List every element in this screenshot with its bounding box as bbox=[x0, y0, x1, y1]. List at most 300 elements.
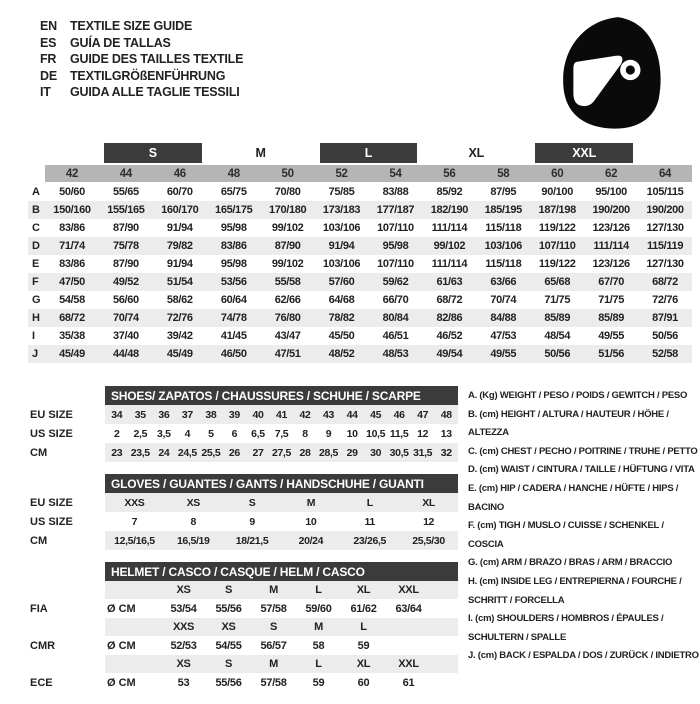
shoes-cell: 10,5 bbox=[366, 427, 386, 440]
measurement-cell: 48/53 bbox=[382, 348, 409, 360]
measurement-cell: 39/42 bbox=[166, 330, 193, 342]
measurement-cell: 45/49 bbox=[166, 348, 193, 360]
gloves-row-band bbox=[105, 531, 458, 550]
shoes-cell: 34 bbox=[111, 408, 123, 421]
numeric-size-cell: 42 bbox=[45, 165, 99, 182]
gloves-cell: 23/26,5 bbox=[353, 534, 387, 547]
measurement-cell: 107/110 bbox=[377, 222, 414, 234]
gloves-row-label: EU SIZE bbox=[30, 496, 73, 509]
shoes-row bbox=[30, 443, 458, 462]
measurement-cell: 49/55 bbox=[490, 348, 517, 360]
measurement-cell: 74/78 bbox=[220, 312, 247, 324]
gloves-cell: XS bbox=[186, 496, 200, 509]
measurement-cell: 82/86 bbox=[436, 312, 463, 324]
racing-helmet-icon bbox=[554, 12, 668, 132]
helmet-size-cell: XXS bbox=[172, 621, 195, 633]
measurement-cell: 63/66 bbox=[490, 276, 517, 288]
measurement-cell: 91/94 bbox=[166, 222, 193, 234]
measurement-cell: 190/200 bbox=[646, 204, 684, 216]
measurement-cell: 50/56 bbox=[652, 330, 678, 342]
gloves-row bbox=[30, 493, 458, 512]
shoes-cell: 30,5 bbox=[389, 446, 409, 459]
measurement-cell: 99/102 bbox=[271, 258, 304, 270]
measurement-cell: 50/56 bbox=[544, 348, 571, 360]
measurement-cell: 43/47 bbox=[274, 330, 301, 342]
shoes-cell: 27,5 bbox=[271, 446, 291, 459]
shoes-cell: 2,5 bbox=[133, 427, 148, 440]
helmet-value-cell: 61/62 bbox=[350, 602, 377, 615]
language-code: FR bbox=[40, 52, 57, 66]
measurement-cell: 70/74 bbox=[112, 312, 139, 324]
bottom-tables bbox=[30, 386, 458, 704]
measurement-cell: 55/58 bbox=[274, 276, 301, 288]
gloves-row-label: US SIZE bbox=[30, 515, 73, 528]
measurement-row bbox=[28, 237, 692, 255]
numeric-size-cell: 50 bbox=[261, 165, 315, 182]
measurement-cell: 51/54 bbox=[166, 276, 193, 288]
shoes-cell: 41 bbox=[275, 408, 287, 421]
shoes-cell: 23,5 bbox=[130, 446, 150, 459]
measurement-row-label: A bbox=[32, 186, 40, 198]
measurement-row bbox=[28, 219, 692, 237]
numeric-size-cell: 48 bbox=[207, 165, 261, 182]
helmet-values-band bbox=[105, 636, 458, 655]
helmet-value-cell: 55/56 bbox=[215, 676, 242, 689]
language-row bbox=[40, 18, 243, 35]
shoes-cell: 13 bbox=[440, 427, 452, 440]
numeric-size-cell: 52 bbox=[315, 165, 369, 182]
measurement-cell: 68/72 bbox=[652, 276, 678, 288]
helmet-row-filler bbox=[431, 581, 458, 599]
measurement-row-label: D bbox=[32, 240, 40, 252]
helmet-sizes-row bbox=[30, 618, 458, 636]
measurement-cell: 103/106 bbox=[322, 222, 361, 234]
measurement-cell: 71/75 bbox=[598, 294, 624, 306]
measurement-cell: 87/91 bbox=[652, 312, 678, 324]
measurement-cell: 111/114 bbox=[431, 258, 468, 270]
language-label: TEXTILGRÖßENFÜHRUNG bbox=[70, 68, 226, 83]
shoes-cell: 8 bbox=[302, 427, 308, 440]
shoes-cell: 35 bbox=[134, 408, 146, 421]
helmet-value-cell: 57/58 bbox=[260, 602, 287, 615]
language-label: TEXTILE SIZE GUIDE bbox=[70, 19, 193, 33]
helmet-unit-label: Ø CM bbox=[107, 639, 136, 652]
helmet-sizes-row bbox=[30, 581, 458, 599]
helmet-unit-label: Ø CM bbox=[107, 676, 136, 689]
measurement-cell: 103/106 bbox=[484, 240, 522, 252]
measurement-cell: 70/74 bbox=[490, 294, 517, 306]
measurement-cell: 72/76 bbox=[652, 294, 678, 306]
shoes-cell: 25,5 bbox=[201, 446, 221, 459]
measurement-cell: 47/50 bbox=[59, 276, 85, 288]
helmet-sizes-row-label bbox=[30, 618, 105, 636]
gloves-row-band bbox=[105, 493, 458, 512]
gloves-cell: 9 bbox=[249, 515, 255, 528]
measurement-cell: 49/52 bbox=[112, 276, 139, 288]
shoes-cell: 36 bbox=[158, 408, 170, 421]
measurement-cell: 57/60 bbox=[328, 276, 355, 288]
measurement-row-label: G bbox=[32, 294, 41, 306]
gloves-cell: 11 bbox=[364, 515, 375, 528]
measurement-cell: 49/55 bbox=[598, 330, 624, 342]
shoes-cell: 23 bbox=[111, 446, 123, 459]
measurement-cell: 52/58 bbox=[652, 348, 678, 360]
measurement-cell: 67/70 bbox=[598, 276, 624, 288]
measurement-cell: 150/160 bbox=[53, 204, 91, 216]
helmet-sizes-row-label bbox=[30, 655, 105, 673]
helmet-size-cell: M bbox=[269, 658, 278, 670]
measurement-cell: 173/183 bbox=[322, 204, 361, 216]
shoes-cell: 4 bbox=[184, 427, 191, 440]
measurement-cell: 44/48 bbox=[112, 348, 139, 360]
shoes-cell: 43 bbox=[323, 408, 335, 421]
size-letters-row bbox=[28, 143, 692, 163]
shoes-cell: 47 bbox=[417, 408, 429, 421]
measurement-cell: 85/89 bbox=[598, 312, 624, 324]
shoes-row bbox=[30, 424, 458, 443]
measurement-cell: 80/84 bbox=[382, 312, 409, 324]
measurement-cell: 107/110 bbox=[377, 258, 414, 270]
measurement-cell: 91/94 bbox=[166, 258, 193, 270]
numeric-size-cell: 44 bbox=[99, 165, 153, 182]
shoes-row-band bbox=[105, 424, 458, 443]
measurement-cell: 35/38 bbox=[59, 330, 85, 342]
measurement-cell: 99/102 bbox=[433, 240, 466, 252]
measurement-cell: 95/98 bbox=[382, 240, 409, 252]
gloves-table bbox=[30, 474, 458, 550]
measurement-row bbox=[28, 183, 692, 201]
shoes-row-label: EU SIZE bbox=[30, 408, 73, 421]
measurement-cell: 127/130 bbox=[646, 258, 684, 270]
measurement-cell: 95/98 bbox=[220, 222, 247, 234]
measurement-row bbox=[28, 309, 692, 327]
measurement-cell: 62/66 bbox=[274, 294, 301, 306]
measurement-cell: 53/56 bbox=[220, 276, 247, 288]
helmet-standard-label: FIA bbox=[30, 602, 48, 615]
measurement-cell: 111/114 bbox=[593, 240, 629, 252]
measurement-cell: 177/187 bbox=[376, 204, 415, 216]
measurement-cell: 165/175 bbox=[215, 204, 253, 216]
shoes-cell: 6 bbox=[231, 427, 238, 440]
helmet-size-cell: M bbox=[269, 584, 278, 596]
helmet-row-filler bbox=[431, 673, 458, 692]
shoes-cell: 44 bbox=[346, 408, 358, 421]
helmet-table-title: HELMET / CASCO / CASQUE / HELM / CASCO bbox=[105, 562, 458, 581]
measurement-cell: 70/80 bbox=[274, 186, 301, 198]
legend-item: J. (cm) BACK / ESPALDA / DOS / ZURÜCK / INDIETRO bbox=[468, 650, 699, 662]
shoes-cell: 32 bbox=[440, 446, 452, 459]
helmet-value-cell: 63/64 bbox=[395, 602, 422, 615]
shoes-cell: 29 bbox=[346, 446, 358, 459]
numeric-size-cell: 60 bbox=[530, 165, 584, 182]
helmet-size-cell: XL bbox=[356, 658, 371, 670]
helmet-size-cell: S bbox=[224, 658, 233, 670]
measurement-cell: 119/122 bbox=[538, 222, 576, 234]
measurement-cell: 91/94 bbox=[328, 240, 355, 252]
gloves-cell: XXS bbox=[124, 496, 145, 509]
helmet-unit-spacer bbox=[105, 618, 161, 636]
measurement-cell: 170/180 bbox=[268, 204, 307, 216]
measurement-cell: 65/68 bbox=[544, 276, 571, 288]
shoes-cell: 7,5 bbox=[274, 427, 289, 440]
measurement-cell: 75/85 bbox=[328, 186, 355, 198]
shoes-cell: 10 bbox=[346, 427, 358, 440]
numeric-sizes-row bbox=[28, 165, 692, 182]
measurement-cell: 56/60 bbox=[112, 294, 139, 306]
legend-item: F. (cm) TIGH / MUSLO / CUISSE / SCHENKEL / COSCIA bbox=[468, 520, 664, 550]
shoes-cell: 28,5 bbox=[319, 446, 339, 459]
measurement-cell: 60/70 bbox=[166, 186, 193, 198]
helmet-size-table bbox=[30, 562, 458, 692]
helmet-values-row bbox=[30, 673, 458, 692]
helmet-size-cell: L bbox=[315, 584, 322, 596]
shoes-cell: 45 bbox=[370, 408, 382, 421]
measurement-cell: 76/80 bbox=[274, 312, 301, 324]
helmet-value-cell: 59 bbox=[357, 639, 370, 652]
measurement-cell: 51/56 bbox=[598, 348, 624, 360]
measurement-cell: 72/76 bbox=[166, 312, 193, 324]
measurement-row bbox=[28, 255, 692, 273]
measurement-cell: 45/49 bbox=[59, 348, 85, 360]
shoes-cell: 5 bbox=[208, 427, 214, 440]
measurement-cell: 155/165 bbox=[107, 204, 145, 216]
numeric-size-cell: 56 bbox=[422, 165, 476, 182]
measurement-row bbox=[28, 273, 692, 291]
measurement-legend bbox=[468, 387, 700, 666]
helmet-value-cell: 59/60 bbox=[305, 602, 332, 615]
language-label: GUIDE DES TAILLES TEXTILE bbox=[70, 52, 244, 66]
measurement-row bbox=[28, 345, 692, 363]
shoes-cell: 6,5 bbox=[251, 427, 265, 440]
helmet-size-cell: L bbox=[360, 621, 367, 633]
gloves-row-band bbox=[105, 512, 458, 531]
helmet-size-cell: XS bbox=[176, 584, 191, 596]
measurement-cell: 123/126 bbox=[592, 222, 630, 234]
size-group-label: S bbox=[104, 143, 202, 163]
helmet-unit-spacer bbox=[105, 581, 161, 599]
helmet-row-filler bbox=[431, 618, 458, 636]
size-group-label: L bbox=[320, 143, 418, 163]
gloves-cell: S bbox=[248, 496, 256, 509]
measurement-cell: 107/110 bbox=[538, 240, 576, 252]
measurement-cell: 47/51 bbox=[274, 348, 301, 360]
measurement-row-label: J bbox=[32, 348, 39, 360]
measurement-row bbox=[28, 327, 692, 345]
gloves-cell: 20/24 bbox=[298, 534, 324, 547]
helmet-size-cell: XS bbox=[221, 621, 236, 633]
measurement-row bbox=[28, 201, 692, 219]
measurement-cell: 46/51 bbox=[382, 330, 409, 342]
measurement-cell: 83/86 bbox=[59, 222, 85, 234]
helmet-row-filler bbox=[431, 599, 458, 618]
helmet-value-cell: 58 bbox=[312, 639, 325, 652]
language-label: GUÍA DE TALLAS bbox=[70, 35, 171, 50]
visor-pivot-inner bbox=[626, 65, 635, 74]
helmet-unit-label: Ø CM bbox=[107, 602, 136, 615]
shoes-cell: 9 bbox=[325, 427, 332, 440]
shoes-cell: 11,5 bbox=[389, 427, 409, 440]
gloves-row-label: CM bbox=[30, 534, 48, 547]
measurement-cell: 75/78 bbox=[112, 240, 139, 252]
measurement-cell: 87/90 bbox=[112, 222, 139, 234]
gloves-cell: 10 bbox=[305, 515, 317, 528]
measurement-cell: 78/82 bbox=[328, 312, 355, 324]
measurement-cell: 46/50 bbox=[220, 348, 247, 360]
shoes-cell: 40 bbox=[252, 408, 264, 421]
helmet-size-cell: L bbox=[315, 658, 322, 670]
measurement-cell: 160/170 bbox=[161, 204, 199, 216]
gloves-cell: XL bbox=[422, 496, 435, 509]
numeric-size-cell: 58 bbox=[476, 165, 530, 182]
numeric-size-cell: 64 bbox=[638, 165, 692, 182]
language-list bbox=[40, 18, 243, 101]
measurement-row bbox=[28, 291, 692, 309]
legend-item: C. (cm) CHEST / PECHO / POITRINE / TRUHE / PETTO bbox=[468, 445, 698, 457]
numeric-size-cell: 46 bbox=[153, 165, 207, 182]
measurement-cell: 105/115 bbox=[646, 186, 684, 198]
helmet-unit-spacer bbox=[105, 655, 161, 673]
legend-item: H. (cm) INSIDE LEG / ENTREPIERNA / FOURCHE / SCHRITT / FORCELLA bbox=[468, 575, 682, 606]
measurement-cell: 95/98 bbox=[220, 258, 247, 270]
measurement-cell: 50/60 bbox=[59, 186, 85, 198]
measurement-cell: 182/190 bbox=[430, 204, 469, 216]
language-label: GUIDA ALLE TAGLIE TESSILI bbox=[70, 85, 240, 99]
helmet-value-cell: 53/54 bbox=[170, 602, 197, 615]
gloves-cell: L bbox=[366, 496, 373, 509]
measurement-cell: 127/130 bbox=[646, 222, 684, 234]
measurement-cell: 115/118 bbox=[485, 258, 522, 270]
measurement-cell: 68/72 bbox=[59, 312, 85, 324]
shoes-row-label: CM bbox=[30, 446, 48, 459]
measurement-cell: 119/122 bbox=[538, 258, 576, 270]
measurement-cell: 87/90 bbox=[112, 258, 139, 270]
size-group-label: M bbox=[255, 146, 266, 160]
helmet-row-filler bbox=[431, 655, 458, 673]
shoes-cell: 31,5 bbox=[413, 446, 433, 459]
shoes-row bbox=[30, 405, 458, 424]
helmet-value-cell: 54/55 bbox=[215, 639, 242, 652]
measurement-cell: 46/52 bbox=[436, 330, 463, 342]
gloves-table-title: GLOVES / GUANTES / GANTS / HANDSCHUHE / GUANTI bbox=[105, 474, 458, 493]
helmet-values-band bbox=[105, 599, 458, 618]
shoes-cell: 30 bbox=[370, 446, 382, 459]
helmet-value-cell: 60 bbox=[357, 676, 370, 689]
measurement-cell: 123/126 bbox=[592, 258, 630, 270]
gloves-cell: 16,5/19 bbox=[176, 534, 210, 547]
measurement-cell: 83/86 bbox=[59, 258, 85, 270]
shoes-cell: 39 bbox=[228, 408, 240, 421]
helmet-sizes-band bbox=[105, 655, 458, 673]
helmet-value-cell: 52/53 bbox=[170, 639, 197, 652]
measurement-cell: 71/74 bbox=[59, 240, 85, 252]
shoes-row-band bbox=[105, 405, 458, 424]
helmet-size-cell: XS bbox=[176, 658, 191, 670]
measurement-cell: 115/118 bbox=[485, 222, 522, 234]
shoes-cell: 2 bbox=[114, 427, 120, 440]
measurement-cell: 111/114 bbox=[431, 222, 468, 234]
measurement-cell: 61/63 bbox=[436, 276, 463, 288]
gloves-cell: 8 bbox=[190, 515, 196, 528]
measurement-cell: 79/82 bbox=[166, 240, 193, 252]
language-code: DE bbox=[40, 68, 57, 83]
helmet-sizes-band bbox=[105, 581, 458, 599]
numeric-size-cell: 54 bbox=[369, 165, 423, 182]
language-row bbox=[40, 35, 243, 52]
measurement-row-label: C bbox=[32, 222, 40, 234]
measurement-cell: 48/52 bbox=[328, 348, 355, 360]
shoes-row-label: US SIZE bbox=[30, 427, 73, 440]
measurement-cell: 64/68 bbox=[328, 294, 355, 306]
measurement-cell: 187/198 bbox=[538, 204, 576, 216]
helmet-row-filler bbox=[431, 636, 458, 655]
shoes-cell: 26 bbox=[228, 446, 240, 459]
measurement-cell: 59/62 bbox=[382, 276, 409, 288]
measurement-cell: 99/102 bbox=[271, 222, 304, 234]
shoes-cell: 12 bbox=[417, 427, 429, 440]
gloves-row bbox=[30, 512, 458, 531]
helmet-size-cell: XXL bbox=[398, 658, 419, 670]
measurement-cell: 71/75 bbox=[544, 294, 571, 306]
language-row bbox=[40, 68, 243, 85]
shoes-cell: 24 bbox=[158, 446, 170, 459]
measurement-cell: 54/58 bbox=[59, 294, 85, 306]
helmet-value-cell: 56/57 bbox=[260, 639, 287, 652]
measurement-cell: 41/45 bbox=[220, 330, 247, 342]
measurement-row-label: I bbox=[32, 330, 36, 342]
helmet-standard-label: ECE bbox=[30, 676, 53, 689]
numeric-size-cell: 62 bbox=[584, 165, 638, 182]
helmet-value-cell: 55/56 bbox=[215, 602, 242, 615]
shoes-row-band bbox=[105, 443, 458, 462]
measurement-cell: 85/92 bbox=[436, 186, 463, 198]
helmet-sizes-band bbox=[105, 618, 458, 636]
measurement-cell: 55/65 bbox=[112, 186, 139, 198]
size-group-label: XXL bbox=[535, 143, 633, 163]
shoes-table-title: SHOES/ ZAPATOS / CHAUSSURES / SCHUHE / SCARPE bbox=[105, 386, 458, 405]
legend-item: A. (Kg) WEIGHT / PESO / POIDS / GEWITCH / PESO bbox=[468, 390, 688, 401]
legend-item: B. (cm) HEIGHT / ALTURA / HAUTEUR / HÖHE / ALTEZZA bbox=[468, 408, 669, 439]
helmet-values-row bbox=[30, 636, 458, 655]
shoes-cell: 3,5 bbox=[157, 427, 171, 440]
shoes-cell: 37 bbox=[181, 408, 193, 421]
measurement-cell: 45/50 bbox=[328, 330, 355, 342]
helmet-value-cell: 53 bbox=[177, 676, 190, 689]
measurement-cell: 37/40 bbox=[112, 330, 139, 342]
language-code: IT bbox=[40, 85, 51, 99]
shoes-cell: 42 bbox=[299, 408, 311, 421]
helmet-sizes-row bbox=[30, 655, 458, 673]
measurement-cell: 185/195 bbox=[484, 204, 522, 216]
measurement-cell: 87/90 bbox=[274, 240, 301, 252]
measurement-cell: 83/88 bbox=[382, 186, 409, 198]
helmet-value-cell bbox=[386, 636, 431, 655]
helmet-size-cell: XL bbox=[356, 584, 371, 596]
shoes-cell: 38 bbox=[205, 408, 217, 421]
size-group-label: XL bbox=[468, 146, 485, 160]
measurement-cell: 103/106 bbox=[322, 258, 361, 270]
measurement-cell: 90/100 bbox=[541, 186, 573, 198]
measurement-cell: 95/100 bbox=[595, 186, 627, 198]
language-code: ES bbox=[40, 35, 57, 50]
shoes-cell: 28 bbox=[299, 446, 311, 459]
helmet-size-cell: M bbox=[314, 621, 323, 633]
helmet-size-cell: S bbox=[224, 584, 233, 596]
language-code: EN bbox=[40, 19, 57, 33]
helmet-sizes-row-label bbox=[30, 581, 105, 599]
gloves-cell: 12,5/16,5 bbox=[114, 534, 155, 547]
legend-item: I. (cm) SHOULDERS / HOMBROS / ÉPAULES / SCHULTERN / SPALLE bbox=[468, 613, 664, 643]
measurement-cell: 84/88 bbox=[490, 312, 517, 324]
